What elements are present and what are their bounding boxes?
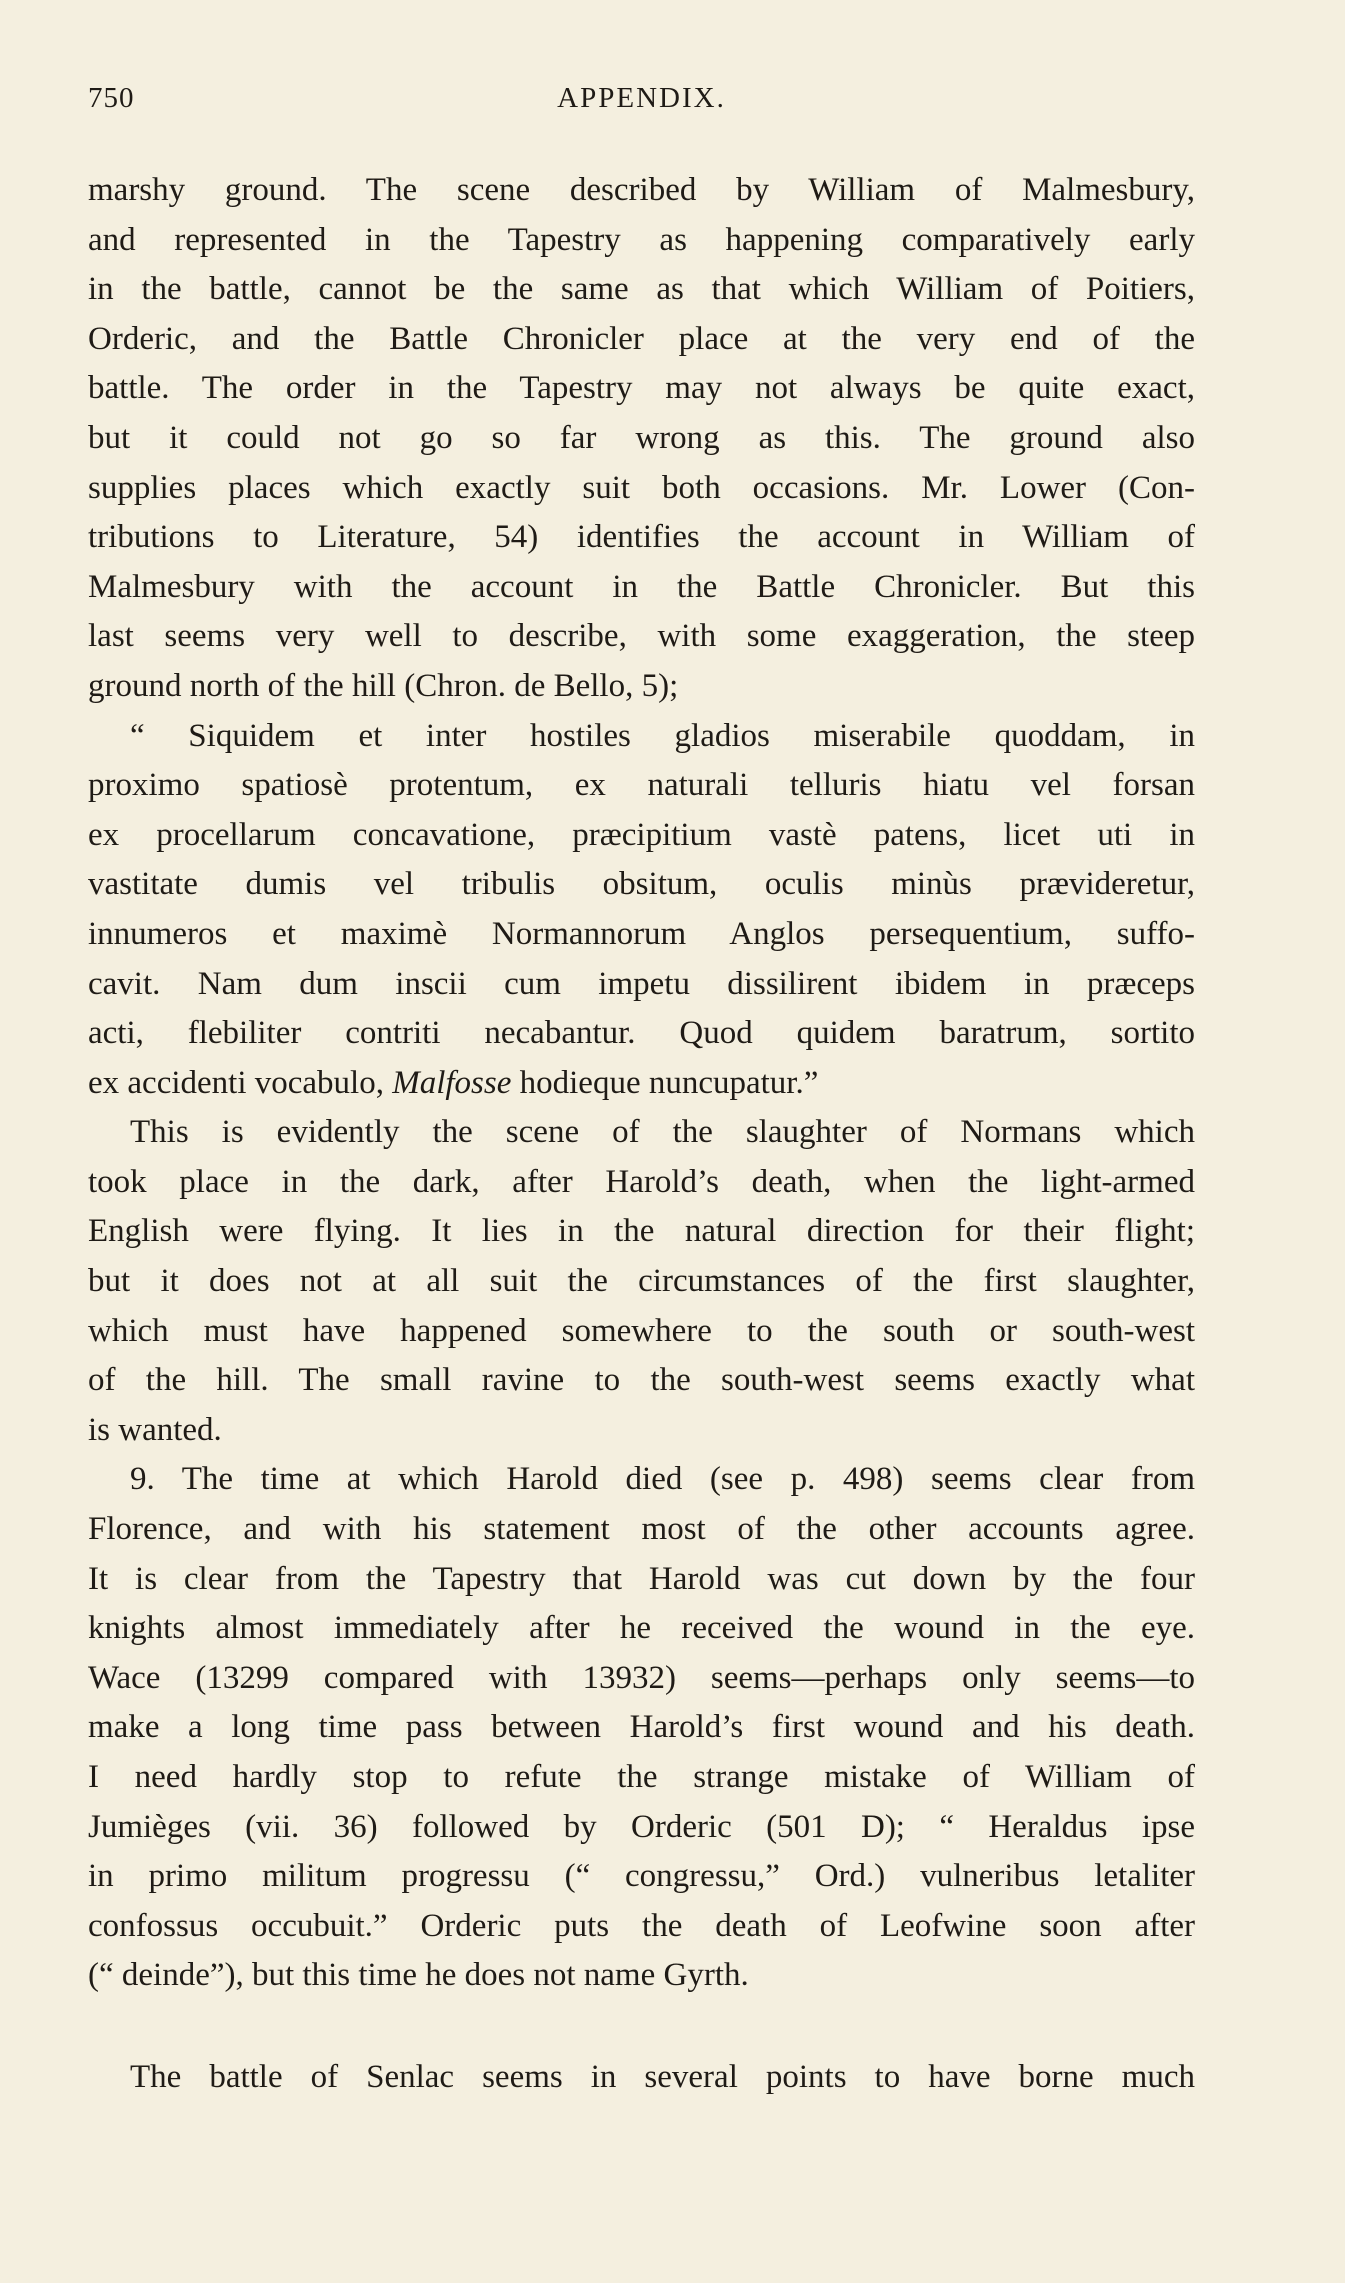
section-9-paragraph xyxy=(88,1455,1195,2001)
text-line: I need hardly stop to refute the strange mistake of William of xyxy=(88,1759,1195,1795)
text-line: The battle of Senlac seems in several points to have borne much xyxy=(130,2058,1195,2095)
text-line: “ Siquidem et inter hostiles gladios miserabile quoddam, in xyxy=(130,717,1195,754)
text-line xyxy=(88,1059,1195,1109)
text-line: This is evidently the scene of the slaughter of Normans which xyxy=(130,1114,1195,1151)
italic-place-name: Malfosse xyxy=(392,1064,512,1101)
text-line: of the hill. The small ravine to the south-west seems exactly what xyxy=(88,1362,1195,1399)
text-line: make a long time pass between Harold’s first wound and his death. xyxy=(88,1709,1195,1746)
text-line: (“ deinde”), but this time he does not name Gyrth. xyxy=(88,1957,749,1994)
text-line: It is clear from the Tapestry that Harold was cut down by the four xyxy=(88,1560,1195,1597)
text-line: tributions to Literature, 54) identifies the account in William of xyxy=(88,519,1195,556)
paragraph xyxy=(88,166,1195,712)
paragraph xyxy=(88,2053,1195,2103)
text-line: 9. The time at which Harold died (see p. 498) seems clear from xyxy=(130,1461,1195,1498)
text-line: vastitate dumis vel tribulis obsitum, oculis minùs prævideretur, xyxy=(88,866,1195,903)
text-line: marshy ground. The scene described by William of Malmesbury, xyxy=(88,172,1195,208)
text-line: acti, flebiliter contriti necabantur. Quod quidem baratrum, sortito xyxy=(88,1015,1195,1052)
running-title: APPENDIX. xyxy=(557,82,726,114)
text-line: in primo militum progressu (“ congressu,” Ord.) vulneribus letaliter xyxy=(88,1858,1195,1895)
text-line: ground north of the hill (Chron. de Bello, 5); xyxy=(88,667,679,704)
text-line: is wanted. xyxy=(88,1411,222,1448)
text-line: Orderic, and the Battle Chronicler place at the very end of the xyxy=(88,320,1195,357)
text-line: innumeros et maximè Normannorum Anglos persequentium, suffo- xyxy=(88,915,1195,952)
text-line: last seems very well to describe, with some exaggeration, the steep xyxy=(88,618,1195,655)
text-line: Florence, and with his statement most of the other accounts agree. xyxy=(88,1511,1195,1548)
text-line: Malmesbury with the account in the Battle Chronicler. But this xyxy=(88,568,1195,605)
text-line: supplies places which exactly suit both occasions. Mr. Lower (Con- xyxy=(88,469,1195,506)
section-gap xyxy=(88,2001,1195,2053)
text-fragment: ex accidenti vocabulo, xyxy=(88,1064,393,1101)
text-line: Wace (13299 compared with 13932) seems—perhaps only seems—to xyxy=(88,1659,1195,1696)
text-line: confossus occubuit.” Orderic puts the death of Leofwine soon after xyxy=(88,1907,1195,1944)
paragraph xyxy=(88,1108,1195,1455)
text-line: which must have happened somewhere to the south or south-west xyxy=(88,1312,1195,1349)
page-number: 750 xyxy=(88,82,135,114)
text-line: cavit. Nam dum inscii cum impetu dissilirent ibidem in præceps xyxy=(88,965,1195,1002)
body-text xyxy=(88,166,1195,2103)
quotation-paragraph xyxy=(88,712,1195,1109)
text-line: proximo spatiosè protentum, ex naturali telluris hiatu vel forsan xyxy=(88,767,1195,804)
text-line: Jumièges (vii. 36) followed by Orderic (501 D); “ Heraldus ipse xyxy=(88,1808,1195,1845)
text-line: ex procellarum concavatione, præcipitium vastè patens, licet uti in xyxy=(88,816,1195,853)
text-fragment: hodieque nuncupatur.” xyxy=(511,1064,819,1101)
text-line: in the battle, cannot be the same as that which William of Poitiers, xyxy=(88,271,1195,308)
text-line: battle. The order in the Tapestry may not always be quite exact, xyxy=(88,370,1195,407)
text-line: but it does not at all suit the circumstances of the first slaughter, xyxy=(88,1263,1195,1300)
running-head xyxy=(88,82,1195,122)
text-line: took place in the dark, after Harold’s death, when the light-armed xyxy=(88,1163,1195,1200)
text-line: but it could not go so far wrong as this. The ground also xyxy=(88,419,1195,456)
text-line: knights almost immediately after he received the wound in the eye. xyxy=(88,1610,1195,1647)
text-line: and represented in the Tapestry as happening comparatively early xyxy=(88,221,1195,258)
text-line: English were flying. It lies in the natural direction for their flight; xyxy=(88,1213,1195,1250)
